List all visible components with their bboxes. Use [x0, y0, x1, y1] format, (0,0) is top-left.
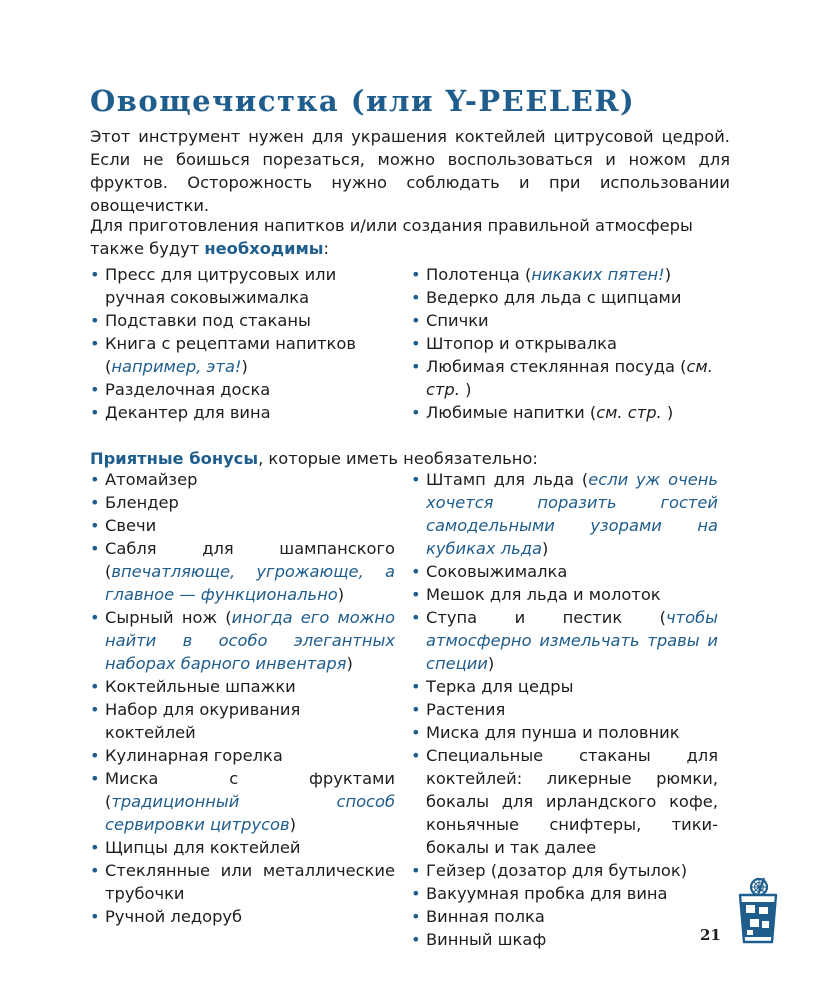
item-text: Любимая стеклянная посуда (	[426, 357, 687, 376]
item-text-end: )	[487, 654, 495, 673]
item-text: Штамп для льда (	[426, 470, 589, 489]
list-item	[90, 491, 395, 514]
item-text: Растения	[426, 700, 506, 719]
bonuses-lead	[90, 447, 730, 470]
list-item	[411, 355, 718, 401]
item-text-end: )	[241, 357, 248, 376]
item-text: Винный шкаф	[426, 930, 547, 949]
list-item	[411, 744, 718, 859]
item-text: Гейзер (дозатор для бутылок)	[426, 861, 688, 880]
list-item	[90, 514, 395, 537]
item-text: Подставки под стаканы	[105, 311, 311, 330]
list-item	[90, 401, 395, 424]
list-item	[90, 606, 395, 675]
item-text-end: )	[664, 265, 672, 284]
item-text: Сабля для шампанского (	[105, 539, 395, 581]
list-item	[90, 905, 395, 928]
list-item	[411, 698, 718, 721]
item-text-end: )	[346, 654, 353, 673]
item-text-end: )	[459, 380, 472, 399]
item-text-end: )	[661, 403, 674, 422]
item-note: если уж очень хочется поразить гостей самодельными узорами на кубиках льда	[426, 470, 718, 558]
list-item	[411, 905, 718, 928]
list-item	[411, 675, 718, 698]
list-item	[90, 859, 395, 905]
item-note: иногда его можно найти в особо элегантных наборах барного инвентаря	[105, 608, 395, 673]
item-note: впечатляюще, угрожающе, а главное — функционально	[105, 562, 395, 604]
list-item	[90, 263, 395, 309]
list-item	[411, 309, 718, 332]
item-text: Спички	[426, 311, 489, 330]
item-text: Щипцы для коктейлей	[105, 838, 301, 857]
list-item	[90, 378, 395, 401]
essentials-lead-highlight: необходимы	[204, 239, 324, 258]
page-number: 21	[700, 926, 721, 944]
item-text: Полотенца (	[426, 265, 532, 284]
list-item	[90, 332, 395, 378]
item-text: Миска с фруктами (	[105, 769, 395, 811]
item-note: никаких пятен!	[531, 265, 665, 284]
item-text: Ручной ледоруб	[105, 907, 243, 926]
item-text: Специальные стаканы для коктейлей: ликерные рюмки, бокалы для ирландского кофе, коньячные снифтеры, тики-бокалы и так далее	[426, 746, 718, 857]
item-text: Ведерко для льда с щипцами	[426, 288, 682, 307]
list-item	[90, 744, 395, 767]
bonuses-list-left	[90, 468, 395, 928]
bonuses-lead-text: , которые иметь необязательно:	[258, 449, 538, 468]
item-text: Ступа и пестик (	[426, 608, 667, 627]
list-item	[411, 606, 718, 675]
list-item	[90, 537, 395, 606]
essentials-lead	[90, 214, 730, 260]
item-text: Пресс для цитрусовых или ручная соковыжималка	[105, 265, 337, 307]
list-item	[90, 698, 395, 744]
item-text-end: )	[541, 539, 549, 558]
item-note: например, эта!	[111, 357, 242, 376]
list-item	[90, 836, 395, 859]
list-item	[411, 286, 718, 309]
item-text: Блендер	[105, 493, 179, 512]
item-text: Вакуумная пробка для вина	[426, 884, 668, 903]
page-reference: см. стр.	[426, 357, 713, 399]
list-item	[411, 928, 718, 951]
page-title: Овощечистка (или Y-PEELER)	[90, 84, 636, 118]
item-text: Любимые напитки (	[426, 403, 597, 422]
item-note: традиционный способ сервировки цитрусов	[105, 792, 395, 834]
item-text: Винная полка	[426, 907, 545, 926]
essentials-lead-end: :	[323, 239, 330, 258]
list-item	[411, 882, 718, 905]
bonuses-lead-highlight: Приятные бонусы	[90, 449, 259, 468]
list-item	[411, 401, 718, 424]
essentials-lead-text: Для приготовления напитков и/или создания правильной атмосферы также будут	[90, 216, 693, 258]
item-text: Свечи	[105, 516, 157, 535]
item-text: Терка для цедры	[426, 677, 574, 696]
list-item	[90, 468, 395, 491]
list-item	[411, 583, 718, 606]
cocktail-glass-icon	[736, 876, 780, 946]
item-text: Миска для пунша и половник	[426, 723, 680, 742]
list-item	[411, 721, 718, 744]
list-item	[411, 859, 718, 882]
essentials-list-right	[411, 263, 718, 424]
item-text: Сырный нож (	[105, 608, 232, 627]
item-text: Книга с рецептами напитков (	[105, 334, 356, 376]
item-text-end: )	[289, 815, 296, 834]
item-text: Кулинарная горелка	[105, 746, 283, 765]
essentials-list-left	[90, 263, 395, 424]
item-text: Разделочная доска	[105, 380, 271, 399]
item-text: Атомайзер	[105, 470, 198, 489]
item-text: Мешок для льда и молоток	[426, 585, 661, 604]
item-text: Коктейльные шпажки	[105, 677, 296, 696]
item-text-end: )	[337, 585, 345, 604]
list-item	[90, 767, 395, 836]
bonuses-list-right	[411, 468, 718, 951]
item-note: чтобы атмосферно измельчать травы и специи	[426, 608, 718, 673]
list-item	[411, 468, 718, 560]
item-text: Стеклянные или металлические трубочки	[105, 861, 395, 903]
list-item	[411, 332, 718, 355]
item-text: Декантер для вина	[105, 403, 271, 422]
list-item	[411, 263, 718, 286]
list-item	[90, 675, 395, 698]
item-text: Набор для окуривания коктейлей	[105, 700, 301, 742]
item-text: Штопор и открывалка	[426, 334, 617, 353]
item-text: Соковыжималка	[426, 562, 568, 581]
page-reference: см. стр.	[596, 403, 662, 422]
list-item	[411, 560, 718, 583]
intro-paragraph: Этот инструмент нужен для украшения коктейлей цитрусовой цедрой. Если не боишься порезаться, можно воспользоваться и ножом для фруктов. Осторожность нужно соблюдать и при использовании овощечистки.	[90, 127, 730, 215]
list-item	[90, 309, 395, 332]
